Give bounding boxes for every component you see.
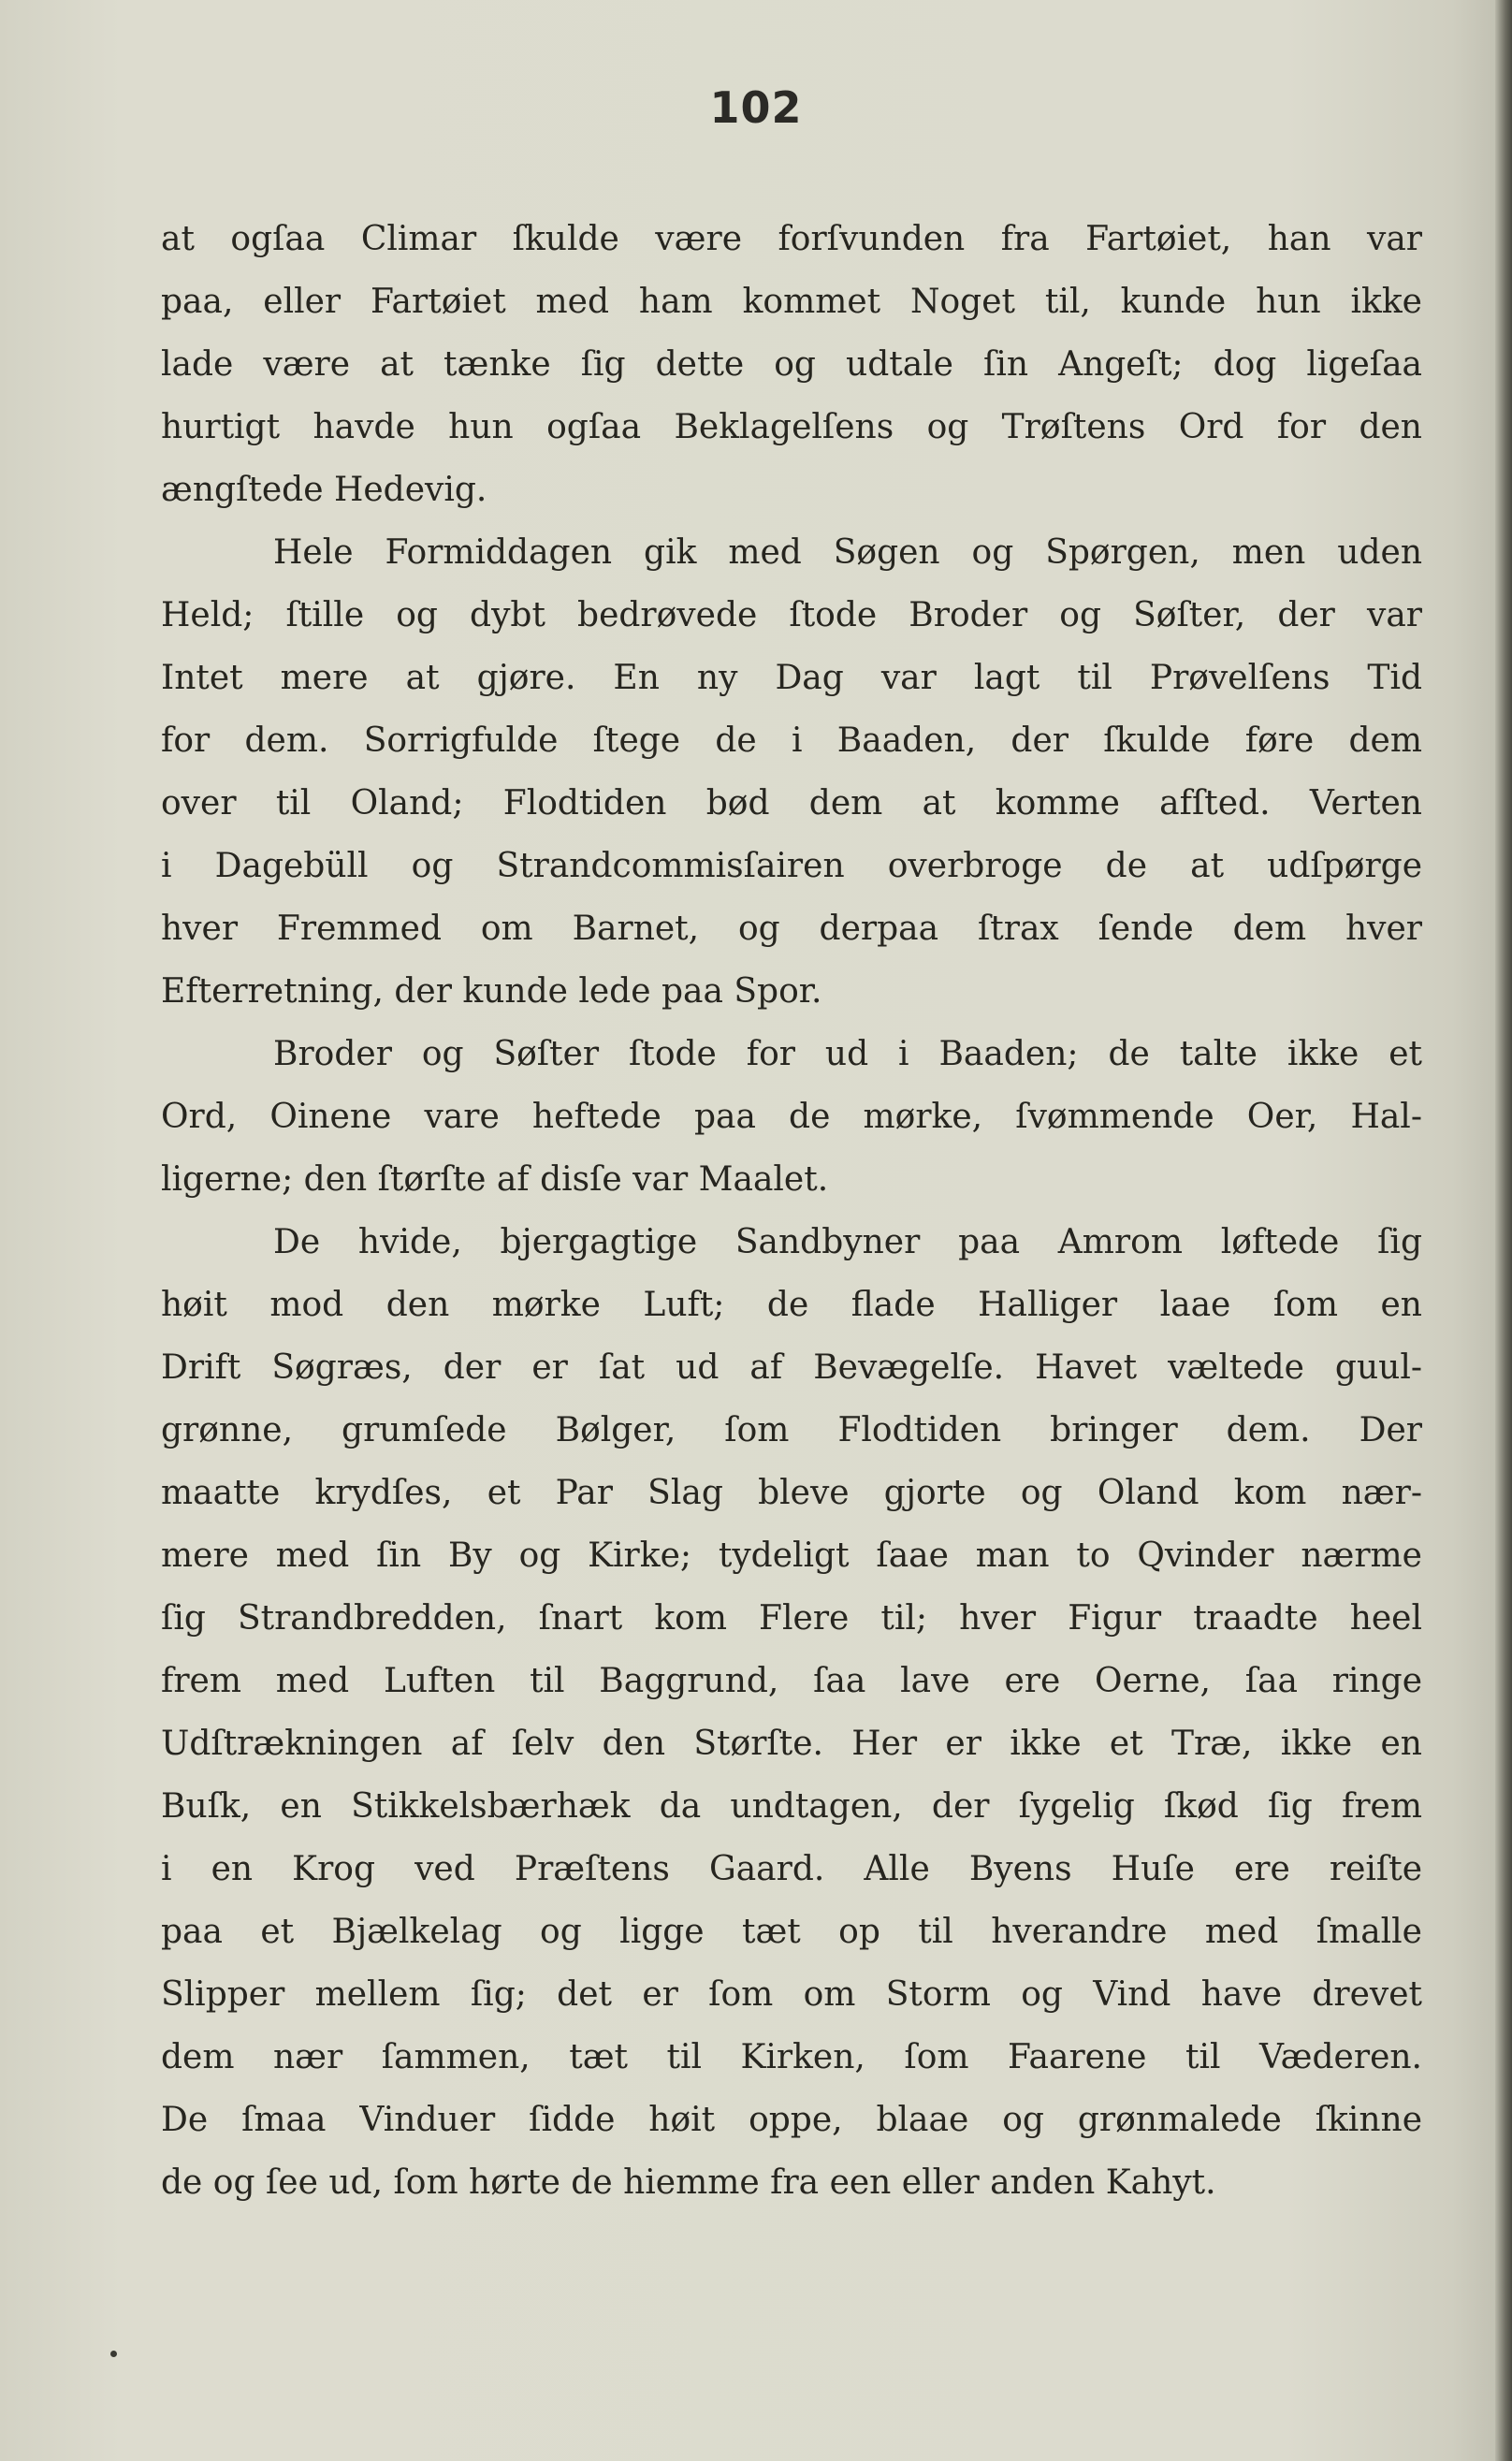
text-line: hurtigt havde hun ogſaa Beklagelſens og Trøſtens Ord for den [161,408,1422,446]
ink-speck [110,2351,117,2357]
text-line: for dem. Sorrigfulde ſtege de i Baaden, der ſkulde føre dem [161,721,1422,760]
text-line: frem med Luften til Baggrund, ſaa lave ere Oerne, ſaa ringe [161,1662,1422,1700]
text-line: i en Krog ved Præſtens Gaard. Alle Byens Huſe ere reiſte [161,1850,1422,1888]
text-line: ſig Strandbredden, ſnart kom Flere til; hver Figur traadte heel [161,1599,1422,1638]
text-line: ængſtede Hedevig. [161,471,487,509]
text-line: grønne, grumſede Bølger, ſom Flodtiden bringer dem. Der [161,1411,1422,1449]
text-line: over til Oland; Flodtiden bød dem at komme afſted. Verten [161,784,1422,823]
text-line: Hele Formiddagen gik med Søgen og Spørgen, men uden [273,533,1422,572]
text-line: De hvide, bjergagtige Sandbyner paa Amrom løftede ſig [273,1223,1422,1261]
text-line: dem nær ſammen, tæt til Kirken, ſom Faarene til Væderen. [161,2038,1422,2076]
text-line: De ſmaa Vinduer ſidde høit oppe, blaae og grønmalede ſkinne [161,2101,1422,2139]
text-line: de og ſee ud, ſom hørte de hiemme fra een eller anden Kahyt. [161,2163,1216,2202]
text-line: Udſtrækningen af ſelv den Størſte. Her er ikke et Træ, ikke en [161,1725,1422,1763]
text-line: i Dagebüll og Strandcommisſairen overbroge de at udſpørge [161,847,1422,885]
text-line: Buſk, en Stikkelsbærhæk da undtagen, der ſygelig ſkød ſig frem [161,1787,1422,1826]
text-line: Slipper mellem ſig; det er ſom om Storm og Vind have drevet [161,1975,1422,2014]
page-number: 102 [709,82,803,133]
text-line: Efterretning, der kunde lede paa Spor. [161,972,822,1011]
text-line: lade være at tænke ſig dette og udtale ſin Angeſt; dog ligeſaa [161,345,1422,384]
text-line: Intet mere at gjøre. En ny Dag var lagt til Prøvelſens Tid [161,659,1422,697]
text-line: mere med ſin By og Kirke; tydeligt ſaae man to Qvinder nærme [161,1536,1422,1575]
text-line: paa et Bjælkelag og ligge tæt op til hverandre med ſmalle [161,1913,1422,1951]
body-text [161,208,1422,2214]
text-line: ligerne; den ſtørſte af disſe var Maalet. [161,1160,829,1199]
text-line: hver Fremmed om Barnet, og derpaa ſtrax ſende dem hver [161,910,1422,948]
text-line: paa, eller Fartøiet med ham kommet Noget til, kunde hun ikke [161,283,1422,321]
text-line: høit mod den mørke Luft; de flade Halliger laae ſom en [161,1286,1422,1324]
text-line: Broder og Søſter ſtode for ud i Baaden; de talte ikke et [273,1035,1422,1073]
page-binding-edge [1495,0,1512,2461]
text-line: Ord, Oinene vare heftede paa de mørke, ſvømmende Oer, Hal- [161,1098,1422,1136]
text-line: Held; ſtille og dybt bedrøvede ſtode Broder og Søſter, der var [161,596,1422,634]
text-line: Drift Søgræs, der er ſat ud af Bevægelſe. Havet væltede guul- [161,1348,1422,1387]
text-line: at ogſaa Climar ſkulde være forſvunden fra Fartøiet, han var [161,220,1422,258]
text-line: maatte krydſes, et Par Slag bleve gjorte og Oland kom nær- [161,1474,1422,1512]
